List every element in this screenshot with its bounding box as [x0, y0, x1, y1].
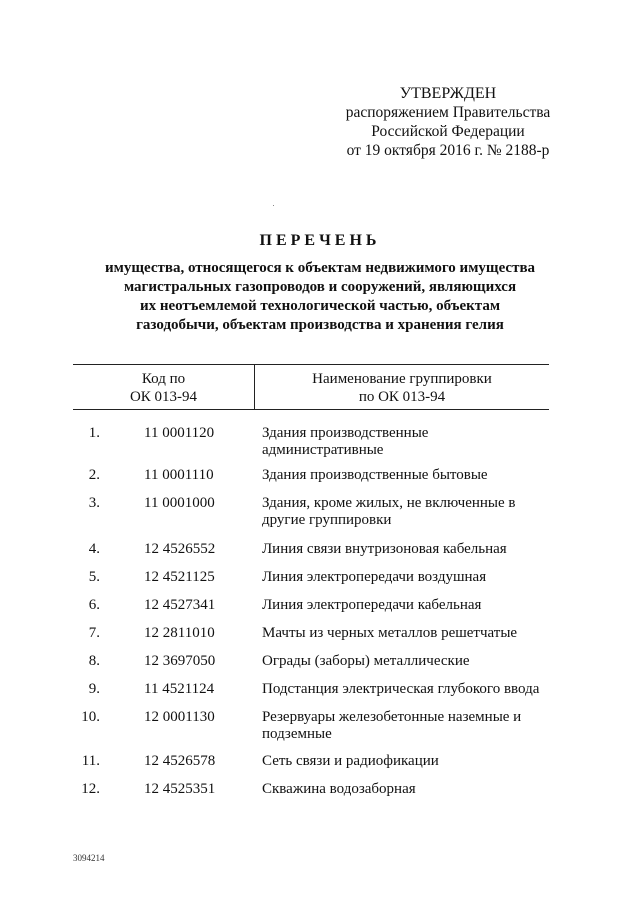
row-name: Резервуары железобетонные наземные и подземные [262, 709, 522, 742]
row-code: 12 3697050 [144, 653, 216, 669]
row-code: 11 0001000 [144, 495, 215, 511]
row-code: 11 0001110 [144, 467, 214, 483]
row-code: 12 4527341 [144, 597, 216, 613]
table-top-rule [73, 364, 549, 365]
row-code: 12 4525351 [144, 781, 216, 797]
row-name: Линия связи внутризоновая кабельная [262, 541, 507, 557]
column-header-code-line-2: ОК 013-94 [129, 389, 198, 405]
row-name: Скважина водозаборная [262, 781, 416, 797]
row-number: 3. [88, 495, 100, 511]
column-header-name [255, 370, 549, 406]
row-number: 2. [88, 467, 100, 483]
row-number: 12. [81, 781, 100, 797]
row-number: 5. [88, 569, 100, 585]
row-name: Сеть связи и радиофикации [262, 753, 439, 769]
row-number: 1. [88, 425, 100, 441]
approval-line-2: Российской Федерации [371, 123, 525, 140]
row-name: Подстанция электрическая глубокого ввода [262, 681, 540, 697]
subtitle-line-1: имущества, относящегося к объектам недвижимого имущества [104, 260, 536, 276]
row-code: 11 4521124 [144, 681, 215, 697]
row-number: 11. [81, 753, 100, 769]
row-name: Ограды (заборы) металлические [262, 653, 470, 669]
row-number: 7. [88, 625, 100, 641]
row-code: 12 0001130 [144, 709, 215, 725]
column-header-code-line-1: Код по [141, 371, 186, 387]
scan-speck [273, 205, 274, 206]
row-code: 12 4526552 [144, 541, 216, 557]
subtitle-line-4: газодобычи, объектам производства и хранения гелия [136, 317, 504, 333]
row-number: 8. [88, 653, 100, 669]
subtitle-line-3: их неотъемлемой технологической частью, объектам [139, 298, 501, 314]
row-code: 11 0001120 [144, 425, 215, 441]
row-number: 10. [81, 709, 100, 725]
row-code: 12 4526578 [144, 753, 216, 769]
document-title: ПЕРЕЧЕНЬ [259, 232, 381, 249]
document-subtitle [60, 259, 580, 335]
row-number: 6. [88, 597, 100, 613]
column-header-code [73, 370, 254, 406]
approval-line-1: распоряжением Правительства [345, 104, 551, 121]
row-name: Мачты из черных металлов решетчатые [262, 625, 518, 641]
row-name: Линия электропередачи кабельная [262, 597, 482, 613]
subtitle-line-2: магистральных газопроводов и сооружений, являющихся [123, 279, 517, 295]
footer-document-code: 3094214 [73, 853, 105, 863]
table-header-rule [73, 409, 549, 410]
approval-title: УТВЕРЖДЕН [399, 85, 497, 102]
column-header-name-line-1: Наименование группировки [312, 371, 492, 387]
approval-block [330, 84, 566, 160]
row-code: 12 4521125 [144, 569, 215, 585]
column-header-name-line-2: по ОК 013-94 [358, 389, 446, 405]
row-number: 9. [88, 681, 100, 697]
row-name: Линия электропередачи воздушная [262, 569, 487, 585]
row-number: 4. [88, 541, 100, 557]
row-name: Здания, кроме жилых, не включенные в другие группировки [262, 495, 516, 528]
row-name: Здания производственные административные [262, 425, 429, 458]
approval-line-3: от 19 октября 2016 г. № 2188-р [346, 142, 550, 159]
row-code: 12 2811010 [144, 625, 215, 641]
row-name: Здания производственные бытовые [262, 467, 488, 483]
